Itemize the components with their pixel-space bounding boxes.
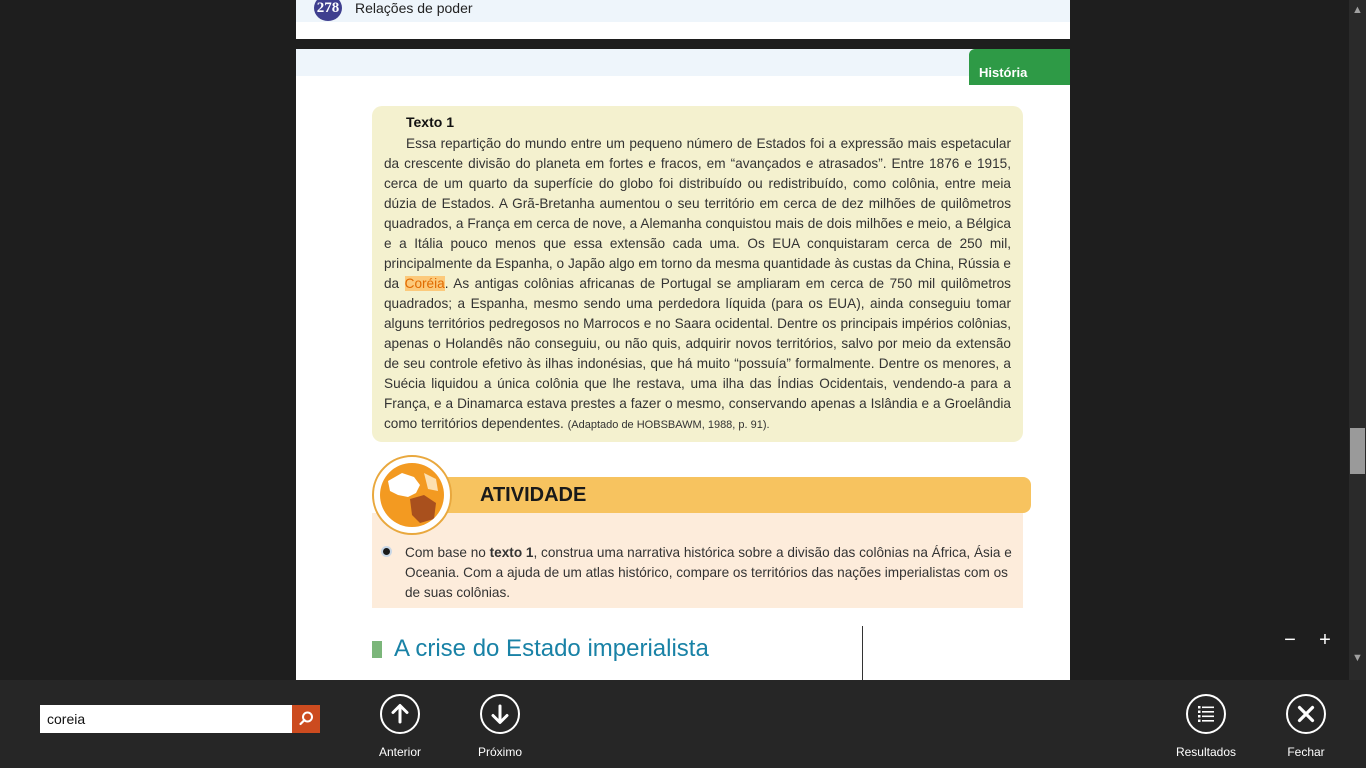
activity-title: ATIVIDADE — [480, 484, 587, 506]
citation: (Adaptado de HOBSBAWM, 1988, p. 91). — [567, 419, 770, 431]
scroll-up-arrow-icon[interactable]: ▲ — [1352, 4, 1363, 16]
section-marker — [372, 641, 382, 658]
search-match-highlight: Coréia — [404, 276, 445, 291]
section-title: A crise do Estado imperialista — [394, 635, 709, 662]
text-box — [372, 106, 1023, 442]
text-paragraph — [384, 134, 1011, 435]
text-after-match: . As antigas colônias africanas de Portugal se ampliaram em cerca de 750 mil quilômetros quadrados; a Espanha, mesmo sendo uma perdedora líquida (para os EUA), ainda conseguiu tomar alguns territórios pedregosos no Marrocos e no Saara ocidental. Dentre os principais impérios colônias, apenas o Holandês não conseguiu, ou não quis, adquirir novos territórios, salvo por meio da extensão de seu controle efetivo às ilhas indonésias, que há muito “possuía” formalmente. Dentre os menores, a Suécia liquidou a única colônia que lhe restava, uma ilha das Índias Ocidentais, vendendo-a para a França, e a Dinamarca estava prestes a fazer o mesmo, conservando apenas a Islândia e a Groelândia como territórios dependentes. — [384, 276, 1011, 431]
zoom-out-button[interactable]: − — [1284, 629, 1296, 651]
previous-result-button[interactable] — [360, 694, 440, 759]
close-icon — [1288, 696, 1324, 732]
zoom-in-button[interactable]: + — [1319, 629, 1331, 651]
results-button[interactable] — [1166, 694, 1246, 759]
next-label: Próximo — [477, 745, 522, 759]
search-input[interactable] — [40, 705, 292, 733]
activity-body — [372, 513, 1023, 608]
previous-label: Anterior — [378, 745, 422, 759]
current-page — [296, 49, 1070, 680]
vertical-scrollbar[interactable] — [1349, 0, 1366, 680]
activity-text — [405, 543, 1012, 603]
search-button[interactable] — [292, 705, 320, 733]
search-icon — [292, 705, 320, 733]
activity-text-part: , construa uma narrativa histórica sobre a divisão das colônias na África, Ásia e Oceania. Com a ajuda de um atlas histórico, compare os territórios das nações imperialistas com os de suas colônias. — [405, 545, 1012, 600]
list-icon — [1188, 696, 1224, 732]
page-running-title: Relações de poder — [355, 0, 473, 16]
page-number: 278 — [314, 0, 342, 21]
page-header-band — [296, 49, 1070, 76]
scroll-down-arrow-icon[interactable]: ▼ — [1352, 652, 1363, 664]
bottom-app-bar — [0, 680, 1366, 768]
previous-page — [296, 0, 1070, 39]
subject-tab: História — [969, 49, 1070, 85]
activity-text-part: Com base no — [405, 545, 490, 560]
activity-header — [426, 477, 1031, 513]
arrow-up-icon — [382, 696, 418, 732]
close-label: Fechar — [1287, 745, 1325, 759]
activity-globe-icon — [372, 455, 452, 535]
results-label: Resultados — [1175, 745, 1237, 759]
bullet-icon — [383, 548, 390, 555]
text-heading: Texto 1 — [406, 114, 454, 130]
column-divider — [862, 626, 863, 680]
activity-text-bold: texto 1 — [489, 545, 534, 560]
scrollbar-thumb[interactable] — [1350, 428, 1365, 474]
next-result-button[interactable] — [460, 694, 540, 759]
arrow-down-icon — [482, 696, 518, 732]
text-before-match: Essa repartição do mundo entre um pequeno número de Estados foi a expressão mais espetacular da crescente divisão do planeta em fortes e fracos, em “avançados e atrasados”. Entre 1876 e 1915, cerca de um quarto da superfície do globo foi distribuído ou redistribuído, como colônia, entre meia dúzia de Estados. A Grã-Bretanha aumentou o seu território em cerca de dez milhões de quilômetros quadrados, a França em cerca de nove, a Alemanha conquistou mais de dois milhões e meio, a Bélgica e a Itália pouco menos que essa extensão cada uma. Os EUA conquistaram cerca de 250 mil, principalmente da Espanha, o Japão algo em torno da mesma quantidade às custas da China, Rússia e da — [384, 136, 1011, 291]
close-button[interactable] — [1266, 694, 1346, 759]
